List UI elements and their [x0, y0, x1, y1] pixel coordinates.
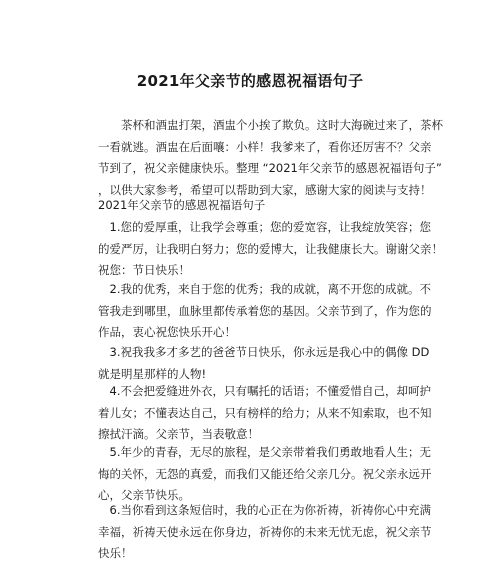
blessing-item-3 — [98, 342, 430, 385]
text-line: 4.不会把爱缝进外衣，只有嘱托的话语；不懂爱惜自己，却呵护 — [98, 384, 431, 398]
text-line: 一看就逃。酒盅在后面嚷：小样！我爹来了，看你还厉害不？父亲 — [98, 139, 432, 154]
text-line: 5.年少的青春，无尽的旅程，是父亲带着我们勇敢地看人生；无 — [98, 445, 431, 459]
document-title: 2021年父亲节的感恩祝福语句子 — [136, 72, 364, 90]
text-line: 作品，衷心祝您快乐开心！ — [98, 325, 236, 339]
text-line: 管我走到哪里，血脉里都传承着您的基因。父亲节到了，作为您的 — [98, 303, 432, 318]
blessing-item-2 — [98, 279, 432, 344]
text-line: 6.当你看到这条短信时，我的心正在为你祈祷，祈祷你心中充满 — [98, 503, 431, 517]
blessing-item-5 — [98, 442, 432, 507]
text-line: 节到了，祝父亲健康快乐。整理 “2021年父亲节的感恩祝福语句子” — [98, 161, 442, 175]
text-line: 快乐！ — [98, 546, 133, 560]
text-line: 擦拭汗滴。父亲节，当表敬意！ — [98, 427, 259, 441]
text-line: 3.祝我我多才多艺的爸爸节日快乐，你永远是我心中的偶像 DD — [98, 345, 430, 359]
text-line: 茶杯和酒盅打架，酒盅个小挨了欺负。这时大海碗过来了，茶杯 — [98, 118, 443, 132]
text-line: 2.我的优秀，来自于您的优秀；我的成就，离不开您的成就。不 — [98, 282, 431, 296]
intro-paragraph — [98, 115, 443, 201]
text-line: 心，父亲节快乐。 — [98, 488, 190, 502]
text-line: 的爱严厉，让我明白努力；您的爱博大，让我健康长大。谢谢父亲！ — [98, 241, 443, 256]
blessing-item-1 — [98, 217, 443, 282]
text-line: ，以供大家参考，希望可以帮助到大家，感谢大家的阅读与支持！ — [98, 182, 432, 197]
text-line: 1.您的爱厚重，让我学会尊重；您的爱宽容，让我绽放笑容；您 — [98, 220, 431, 234]
text-line: 幸福，祈祷天使永远在你身边，祈祷你的未来无忧无虑，祝父亲节 — [98, 524, 432, 539]
blessing-item-4 — [98, 381, 432, 446]
section-subtitle — [98, 195, 408, 217]
blessing-item-6 — [98, 500, 432, 565]
text-line: 祝您：节日快乐！ — [98, 263, 190, 277]
subtitle-text: 2021年父亲节的感恩祝福语句子 — [98, 198, 266, 212]
text-line: 着儿女；不懂表达自己，只有榜样的给力；从来不知索取，也不知 — [98, 405, 432, 420]
text-line: 就是明星那样的人物! — [98, 366, 207, 381]
text-line: 悔的关怀，无怨的真爱，而我们又能还给父亲几分。祝父亲永远开 — [98, 466, 432, 481]
